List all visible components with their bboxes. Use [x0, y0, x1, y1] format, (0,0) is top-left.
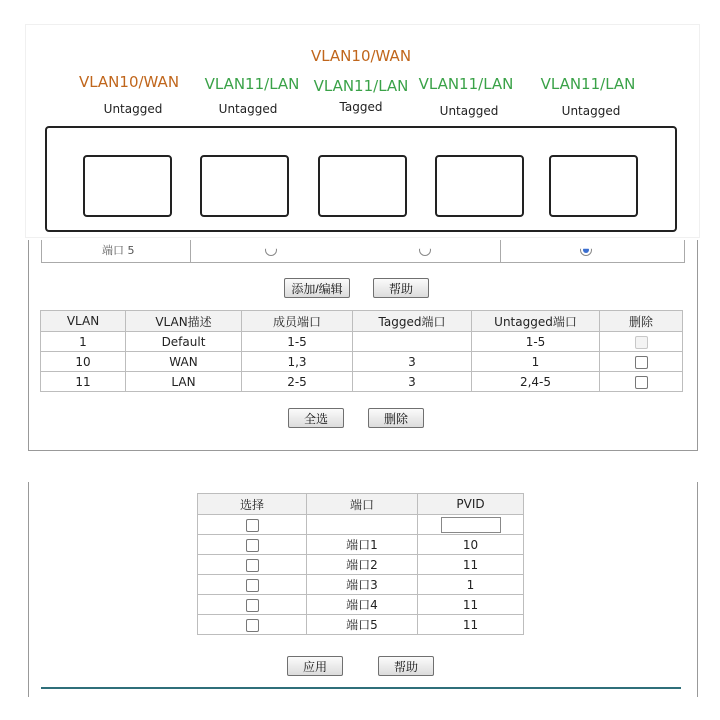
- member-ports-cell: 1,3: [242, 352, 353, 372]
- port2-vlan-label: VLAN11/LAN: [204, 75, 300, 93]
- vlan-id-cell: 10: [41, 352, 126, 372]
- table-row: [198, 555, 524, 575]
- port-3-box: [318, 155, 407, 217]
- table-row: [198, 535, 524, 555]
- select-cell: [198, 595, 307, 615]
- table-row: [198, 575, 524, 595]
- section-divider-line: [41, 687, 681, 689]
- table-header-row: [198, 494, 524, 515]
- column-header-select: 选择: [198, 494, 307, 515]
- delete-cell: [600, 372, 683, 392]
- column-divider: [500, 240, 501, 262]
- column-header-untagged-ports: Untagged端口: [472, 311, 600, 332]
- port3-mode-label: Tagged: [339, 100, 383, 114]
- column-header-port: 端口: [307, 494, 418, 515]
- pvid-cell: 10: [418, 535, 524, 555]
- port5-row-label: 端口 5: [102, 244, 135, 257]
- select-checkbox[interactable]: [246, 619, 259, 632]
- column-header-tagged-ports: Tagged端口: [353, 311, 472, 332]
- port-5-box: [549, 155, 638, 217]
- pvid-table: [197, 493, 524, 635]
- port3-vlan-label-wan: VLAN10/WAN: [310, 47, 412, 65]
- delete-button[interactable]: 删除: [368, 408, 424, 428]
- pvid-cell: 11: [418, 555, 524, 575]
- switch-outline: [45, 126, 677, 232]
- vlan-table: [40, 310, 683, 392]
- port4-mode-label: Untagged: [439, 104, 499, 118]
- table-row: [198, 595, 524, 615]
- select-checkbox[interactable]: [246, 559, 259, 572]
- port5-radio-tagged[interactable]: [419, 244, 431, 256]
- untagged-ports-cell: 2,4-5: [472, 372, 600, 392]
- pvid-cell: 11: [418, 595, 524, 615]
- port-cell: 端口2: [307, 555, 418, 575]
- column-header-vlan: VLAN: [41, 311, 126, 332]
- delete-checkbox[interactable]: [635, 376, 648, 389]
- select-cell: [198, 515, 307, 535]
- select-cell: [198, 575, 307, 595]
- pvid-input[interactable]: [441, 517, 501, 533]
- delete-checkbox: [635, 336, 648, 349]
- help-button[interactable]: 帮助: [373, 278, 429, 298]
- apply-button[interactable]: 应用: [287, 656, 343, 676]
- select-checkbox[interactable]: [246, 579, 259, 592]
- port5-radio-row: [41, 240, 685, 263]
- pvid-cell: 1: [418, 575, 524, 595]
- member-ports-cell: 1-5: [242, 332, 353, 352]
- table-row: [41, 352, 683, 372]
- port5-radio-untagged[interactable]: [265, 244, 277, 256]
- port-1-box: [83, 155, 172, 217]
- table-row: [41, 332, 683, 352]
- tagged-ports-cell: [353, 332, 472, 352]
- port5-radio-not-member[interactable]: [580, 244, 592, 256]
- vlan-id-cell: 1: [41, 332, 126, 352]
- select-cell: [198, 535, 307, 555]
- untagged-ports-cell: 1: [472, 352, 600, 372]
- tagged-ports-cell: 3: [353, 372, 472, 392]
- port-cell: 端口4: [307, 595, 418, 615]
- column-header-delete: 删除: [600, 311, 683, 332]
- vlan-settings-panel: [28, 240, 698, 451]
- member-ports-cell: 2-5: [242, 372, 353, 392]
- tagged-ports-cell: 3: [353, 352, 472, 372]
- vlan-desc-cell: LAN: [126, 372, 242, 392]
- port1-mode-label: Untagged: [103, 102, 163, 116]
- column-header-vlan-desc: VLAN描述: [126, 311, 242, 332]
- batch-edit-row: [198, 515, 524, 535]
- table-row: [198, 615, 524, 635]
- column-divider: [190, 240, 191, 262]
- column-header-member-ports: 成员端口: [242, 311, 353, 332]
- delete-checkbox[interactable]: [635, 356, 648, 369]
- vlan-desc-cell: WAN: [126, 352, 242, 372]
- port-cell: [307, 515, 418, 535]
- vlan-port-diagram: [25, 24, 700, 238]
- delete-cell: [600, 352, 683, 372]
- port3-vlan-label-lan: VLAN11/LAN: [313, 77, 409, 95]
- table-header-row: [41, 311, 683, 332]
- table-row: [41, 372, 683, 392]
- select-cell: [198, 615, 307, 635]
- select-checkbox[interactable]: [246, 599, 259, 612]
- port5-vlan-label: VLAN11/LAN: [540, 75, 636, 93]
- select-checkbox[interactable]: [246, 539, 259, 552]
- port-cell: 端口1: [307, 535, 418, 555]
- port-cell: 端口5: [307, 615, 418, 635]
- port4-vlan-label: VLAN11/LAN: [418, 75, 514, 93]
- port-2-box: [200, 155, 289, 217]
- column-header-pvid: PVID: [418, 494, 524, 515]
- port1-vlan-label: VLAN10/WAN: [78, 73, 180, 91]
- pvid-settings-panel: [28, 482, 698, 697]
- select-cell: [198, 555, 307, 575]
- select-all-checkbox[interactable]: [246, 519, 259, 532]
- delete-cell: [600, 332, 683, 352]
- pvid-cell: [418, 515, 524, 535]
- vlan-id-cell: 11: [41, 372, 126, 392]
- port-4-box: [435, 155, 524, 217]
- port2-mode-label: Untagged: [218, 102, 278, 116]
- port5-mode-label: Untagged: [561, 104, 621, 118]
- pvid-cell: 11: [418, 615, 524, 635]
- port-cell: 端口3: [307, 575, 418, 595]
- vlan-desc-cell: Default: [126, 332, 242, 352]
- select-all-button[interactable]: 全选: [288, 408, 344, 428]
- add-edit-button[interactable]: 添加/编辑: [284, 278, 350, 298]
- untagged-ports-cell: 1-5: [472, 332, 600, 352]
- pvid-help-button[interactable]: 帮助: [378, 656, 434, 676]
